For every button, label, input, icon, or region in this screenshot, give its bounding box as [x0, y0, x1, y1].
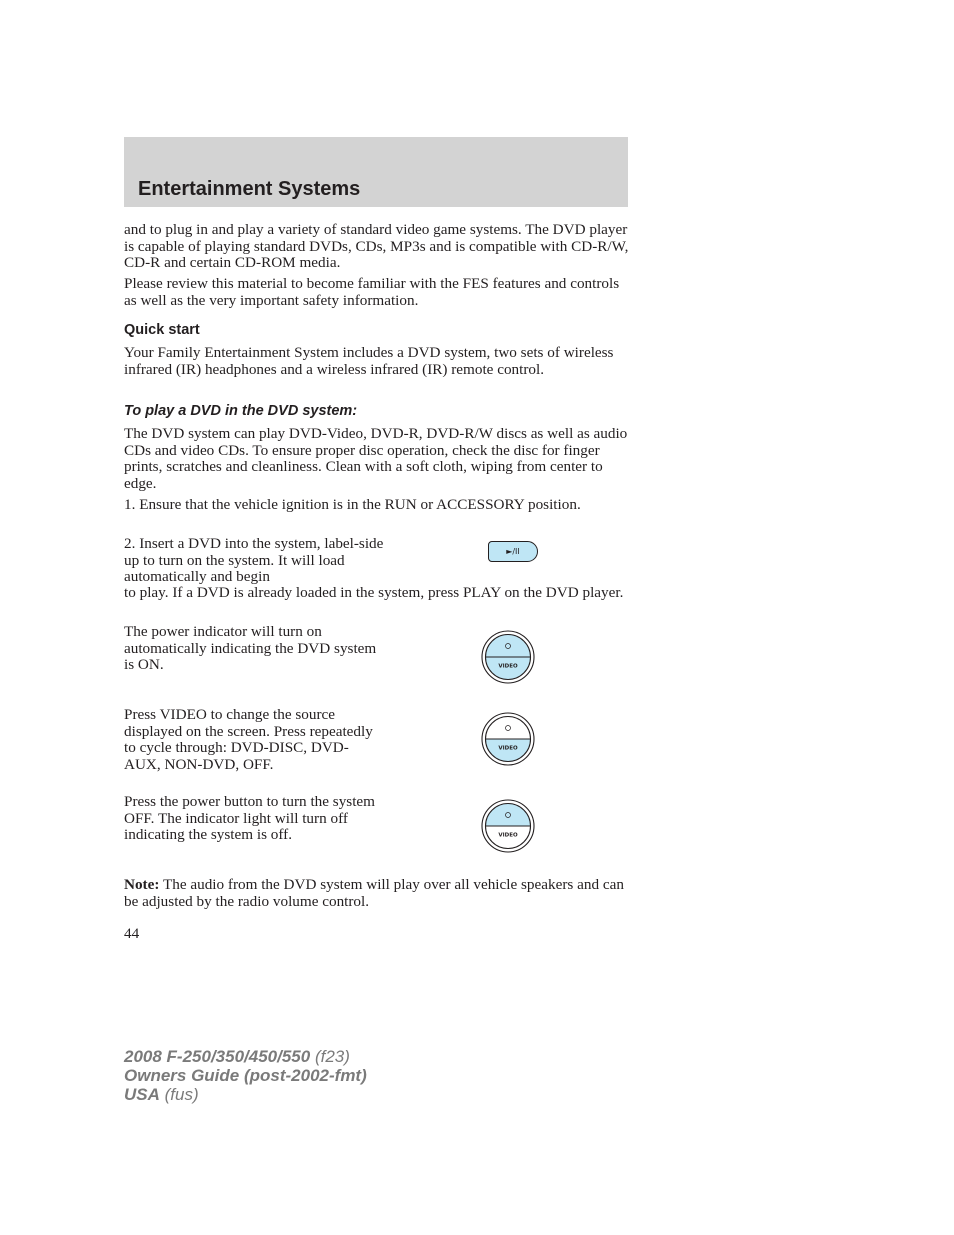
power-on-knob-icon	[481, 630, 535, 684]
play-pause-button-illustration	[488, 541, 538, 562]
intro-paragraph: and to plug in and play a variety of standard video game systems. The DVD player is capable of playing standard DVDs, CDs, MP3s and is compatible with CD-R/W, CD-R and certain CD-ROM media.	[124, 221, 629, 271]
video-button-knob-icon	[481, 712, 535, 766]
note-label: Note:	[124, 876, 160, 893]
footer-market-code: (fus)	[159, 1085, 199, 1104]
note-paragraph	[124, 877, 629, 910]
page-number: 44	[124, 925, 140, 942]
dvd-paragraph: The DVD system can play DVD-Video, DVD-R, DVD-R/W discs as well as audio CDs and video CDs. To ensure proper disc operation, check the disc for finger prints, scratches and cleanliness. Clean with a soft cloth, wiping from center to edge.	[124, 425, 628, 492]
footer-market: USA	[124, 1085, 160, 1104]
section-header-band	[124, 137, 628, 207]
press-video-paragraph: Press VIDEO to change the source displayed on the screen. Press repeatedly to cycle through: DVD-DISC, DVD-AUX, NON-DVD, OFF.	[124, 706, 373, 773]
step-2-end: to play. If a DVD is already loaded in the system, press PLAY on the DVD player.	[124, 584, 624, 601]
footer-model: 2008 F-250/350/450/550	[124, 1047, 311, 1066]
power-off-knob-icon	[481, 799, 535, 853]
play-dvd-heading: To play a DVD in the DVD system:	[124, 403, 358, 419]
video-label: VIDEO	[498, 663, 518, 670]
video-label: VIDEO	[498, 745, 518, 752]
footer-model-code: (f23)	[310, 1047, 350, 1066]
quick-start-paragraph: Your Family Entertainment System includes a DVD system, two sets of wireless infrared (IR) headphones and a wireless infrared (IR) remote control.	[124, 344, 614, 378]
quick-start-heading: Quick start	[124, 322, 200, 338]
video-label: VIDEO	[498, 832, 518, 839]
document-footer	[124, 1047, 367, 1104]
note-text: The audio from the DVD system will play over all vehicle speakers and can be adjusted by the radio volume control.	[124, 876, 624, 910]
power-off-paragraph: Press the power button to turn the system OFF. The indicator light will turn off indicating the system is off.	[124, 793, 375, 843]
review-paragraph: Please review this material to become familiar with the FES features and controls as well as the very important safety information.	[124, 275, 620, 309]
section-title: Entertainment Systems	[138, 178, 361, 200]
power-indicator-paragraph: The power indicator will turn on automatically indicating the DVD system is ON.	[124, 623, 377, 673]
footer-guide: Owners Guide (post-2002-fmt)	[124, 1066, 367, 1085]
step-1: 1. Ensure that the vehicle ignition is in the RUN or ACCESSORY position.	[124, 496, 581, 513]
play-pause-icon: ►/II	[506, 547, 520, 556]
step-2-start: 2. Insert a DVD into the system, label-side up to turn on the system. It will load automatically and begin	[124, 535, 384, 585]
